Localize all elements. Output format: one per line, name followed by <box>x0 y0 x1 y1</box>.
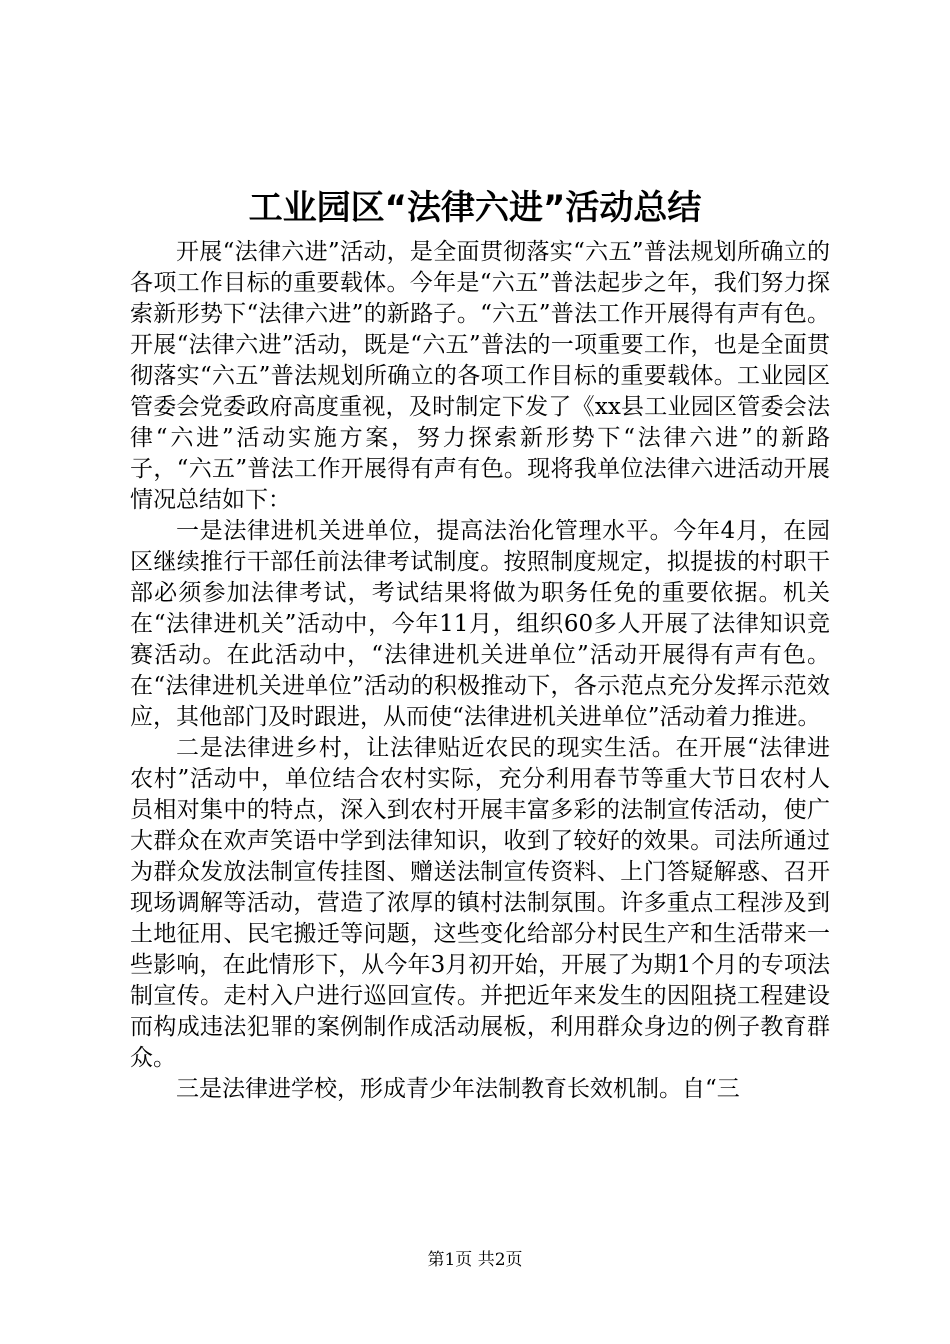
paragraph-intro: 开展“法律六进”活动，是全面贯彻落实“六五”普法规划所确立的各项工作目标的重要载体。今年是“六五”普法起步之年，我们努力探索新形势下“法律六进”的新路子。“六五”普法工作开展得有声有色。开展“法律六进”活动，既是“六五”普法的一项重要工作，也是全面贯彻落实“六五”普法规划所确立的各项工作目标的重要载体。工业园区管委会党委政府高度重视，及时制定下发了《xx县工业园区管委会法律“六进”活动实施方案，努力探索新形势下“法律六进”的新路子，“六五”普法工作开展得有声有色。现将我单位法律六进活动开展情况总结如下： <box>130 239 830 513</box>
document-body <box>130 237 830 1105</box>
paragraph-agencies: 一是法律进机关进单位，提高法治化管理水平。今年4月，在园区继续推行干部任前法律考试制度。按照制度规定，拟提拔的村职干部必须参加法律考试，考试结果将做为职务任免的重要依据。机关在“法律进机关”活动中，今年11月，组织60多人开展了法律知识竞赛活动。在此活动中，“法律进机关进单位”活动开展得有声有色。在“法律进机关进单位”活动的积极推动下，各示范点充分发挥示范效应，其他部门及时跟进，从而使“法律进机关进单位”活动着力推进。 <box>130 518 830 730</box>
paragraph-villages: 二是法律进乡村，让法律贴近农民的现实生活。在开展“法律进农村”活动中，单位结合农村实际，充分利用春节等重大节日农村人员相对集中的特点，深入到农村开展丰富多彩的法制宣传活动，使广大群众在欢声笑语中学到法律知识，收到了较好的效果。司法所通过为群众发放法制宣传挂图、赠送法制宣传资料、上门答疑解惑、召开现场调解等活动，营造了浓厚的镇村法制氛围。许多重点工程涉及到土地征用、民宅搬迁等问题，这些变化给部分村民生产和生活带来一些影响，在此情形下，从今年3月初开始，开展了为期1个月的专项法制宣传。走村入户进行巡回宣传。并把近年来发生的因阻挠工程建设而构成违法犯罪的案例制作成活动展板，利用群众身边的例子教育群众。 <box>130 735 830 1071</box>
document-title: 工业园区“法律六进”活动总结 <box>248 188 702 228</box>
paragraph-schools: 三是法律进学校，形成青少年法制教育长效机制。自“三 <box>176 1076 740 1102</box>
page-footer: 第1页 共2页 <box>427 1250 523 1270</box>
